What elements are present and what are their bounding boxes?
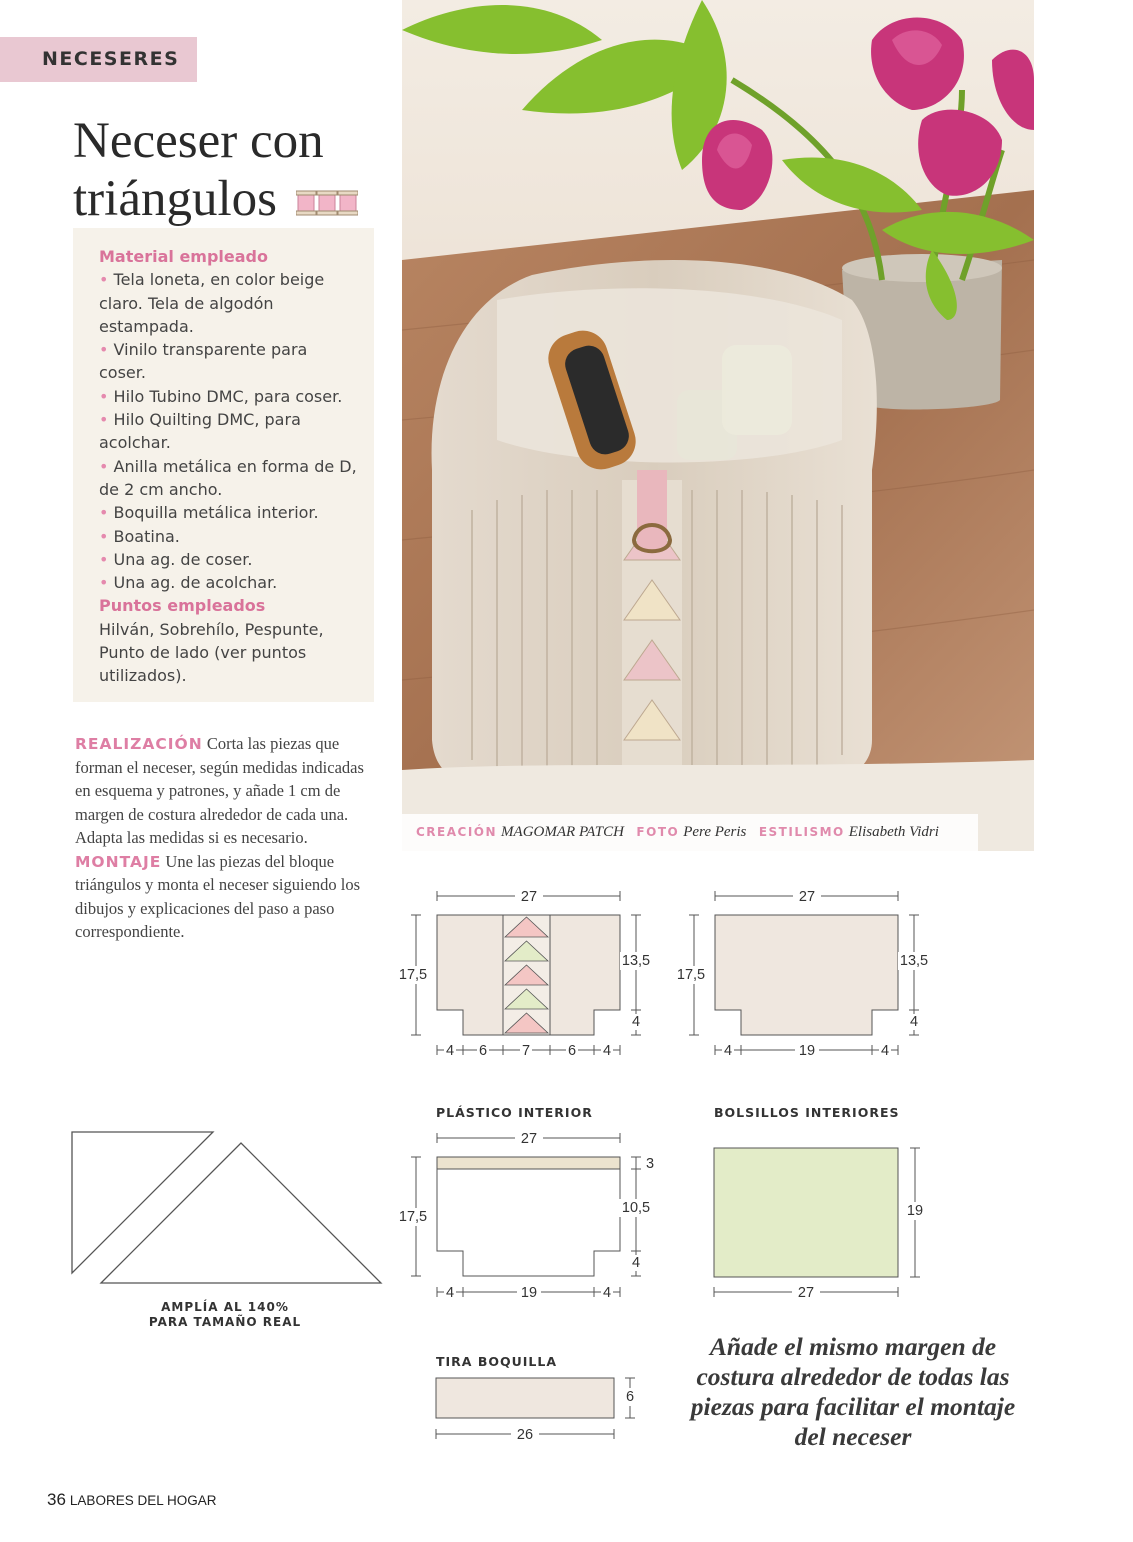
estilismo-value: Elisabeth Vidri [848, 824, 939, 840]
material-item: • Boquilla metálica interior. [99, 501, 359, 524]
svg-text:4: 4 [445, 1043, 455, 1059]
plastic-height: 17,5 [398, 1209, 428, 1225]
tira-width: 26 [516, 1427, 534, 1443]
realizacion-keyword: REALIZACIÓN [75, 735, 203, 753]
material-item: • Hilo Tubino DMC, para coser. [99, 385, 359, 408]
svg-text:6: 6 [478, 1043, 488, 1059]
pockets-width: 27 [797, 1285, 815, 1301]
thread-spools-icon [296, 190, 358, 216]
material-item: • Boatina. [99, 525, 359, 548]
section-tag [0, 37, 197, 82]
material-box [73, 228, 374, 702]
title-line-1: Neceser con [73, 113, 324, 169]
svg-text:4: 4 [602, 1043, 612, 1059]
back-piece-diagram [668, 880, 948, 1065]
plastic-interior-diagram [390, 1125, 670, 1310]
pull-quote: Añade el mismo margen de costura alrededor de todas las piezas para facilitar el montaje del neceser [690, 1332, 1016, 1451]
points-heading: Puntos empleados [99, 596, 266, 616]
front-width: 27 [520, 889, 538, 905]
back-upper: 13,5 [899, 953, 929, 969]
pockets-label: BOLSILLOS INTERIORES [714, 1105, 900, 1120]
svg-text:4: 4 [602, 1285, 612, 1301]
plastic-strip: 3 [646, 1156, 655, 1172]
back-width: 27 [798, 889, 816, 905]
section-label: NECESERES [42, 48, 180, 70]
material-item: • Hilo Quilting DMC, para acolchar. [99, 408, 359, 455]
material-item: • Tela loneta, en color beige claro. Tela de algodón estampada. [99, 268, 359, 338]
points-text: Hilván, Sobrehílo, Pespunte, Punto de lado (ver puntos utilizados). [99, 619, 324, 686]
plastic-notch: 4 [631, 1255, 641, 1271]
material-heading: Material empleado [99, 247, 268, 266]
caption-line-2: PARA TAMAÑO REAL [148, 1315, 302, 1329]
tira-boquilla-diagram [425, 1370, 655, 1450]
estilismo-label: ESTILISMO [758, 825, 845, 839]
front-notch: 4 [631, 1014, 641, 1030]
tira-height: 6 [625, 1389, 635, 1405]
foto-value: Pere Peris [683, 824, 747, 840]
page-number: 36 [47, 1490, 66, 1509]
svg-text:4: 4 [445, 1285, 455, 1301]
back-notch: 4 [909, 1014, 919, 1030]
plastic-label: PLÁSTICO INTERIOR [436, 1105, 593, 1120]
page-footer [47, 1490, 216, 1510]
magazine-name: LABORES DEL HOGAR [69, 1493, 217, 1508]
svg-text:19: 19 [798, 1043, 816, 1059]
front-height: 17,5 [398, 967, 428, 983]
page-title [73, 112, 358, 228]
product-photo [402, 0, 1034, 851]
front-piece-diagram [390, 880, 670, 1065]
montaje-text: Une las piezas del bloque triángulos y monta el neceser siguiendo los dibujos y explicaciones del paso a paso correspondiente. [75, 851, 361, 941]
photo-credits [402, 814, 978, 851]
montaje-keyword: MONTAJE [75, 852, 162, 871]
material-item: • Anilla metálica en forma de D, de 2 cm ancho. [99, 455, 359, 502]
svg-text:7: 7 [521, 1043, 531, 1059]
pockets-diagram [700, 1140, 940, 1310]
triangle-caption [135, 1300, 315, 1330]
material-item: • Una ag. de coser. [99, 548, 359, 571]
material-item: • Una ag. de acolchar. [99, 571, 359, 594]
plastic-mid: 10,5 [621, 1200, 651, 1216]
back-height: 17,5 [676, 967, 706, 983]
svg-text:4: 4 [723, 1043, 733, 1059]
material-item: • Vinilo transparente para coser. [99, 338, 359, 385]
svg-text:6: 6 [567, 1043, 577, 1059]
svg-text:19: 19 [520, 1285, 538, 1301]
plastic-width: 27 [520, 1131, 538, 1147]
title-line-2: triángulos [73, 171, 277, 227]
realizacion-text: Corta las piezas que forman el neceser, según medidas indicadas en esquema y patrones, y añade 1 cm de margen de costura alrededor de cada una. Adapta las medidas si es necesario. [75, 734, 364, 847]
pockets-height: 19 [906, 1203, 924, 1219]
front-upper: 13,5 [621, 953, 651, 969]
caption-line-1: AMPLÍA AL 140% [161, 1300, 289, 1314]
creacion-label: CREACIÓN [416, 825, 498, 839]
svg-text:4: 4 [880, 1043, 890, 1059]
triangle-pattern [65, 1125, 390, 1290]
instructions-text [75, 732, 377, 944]
creacion-value: MAGOMAR PATCH [501, 824, 624, 840]
tira-label: TIRA BOQUILLA [436, 1354, 558, 1369]
foto-label: FOTO [636, 825, 680, 839]
